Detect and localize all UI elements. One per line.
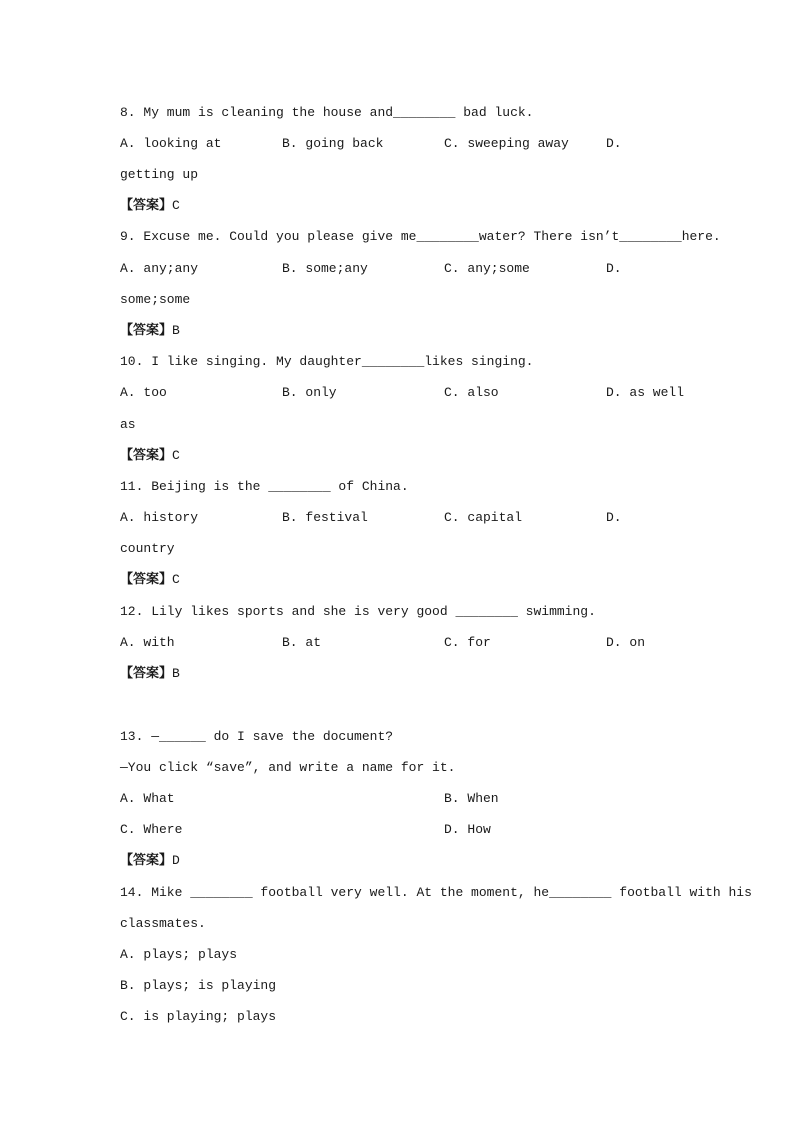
question-12-option-b: B. at: [282, 635, 322, 650]
question-13-option-a: A. What: [120, 791, 175, 806]
answer-value: B: [172, 323, 180, 338]
answer-value: C: [172, 572, 180, 587]
answer-label: 【答案】: [120, 666, 173, 681]
question-9-option-c: C. any;some: [444, 261, 530, 276]
question-10-stem: 10. I like singing. My daughter________likes singing.: [120, 354, 534, 369]
question-10-option-d-wrap: as: [120, 417, 136, 432]
answer-value: C: [172, 448, 180, 463]
question-9-option-a: A. any;any: [120, 261, 199, 276]
question-12-stem: 12. Lily likes sports and she is very good ________ swimming.: [120, 604, 596, 619]
question-12-option-a: A. with: [120, 635, 175, 650]
question-8-option-b: B. going back: [282, 136, 384, 151]
question-12-answer: [120, 666, 180, 682]
question-10-answer: [120, 448, 180, 464]
question-12-option-d: D. on: [606, 635, 646, 650]
question-14-stem: 14. Mike ________ football very well. At the moment, he________ football with his: [120, 885, 752, 900]
question-11-answer: [120, 572, 180, 588]
question-8-stem: 8. My mum is cleaning the house and________ bad luck.: [120, 105, 534, 120]
question-14-option-b: B. plays; is playing: [120, 978, 277, 993]
question-9-option-d: D.: [606, 261, 622, 276]
question-9-option-d-wrap: some;some: [120, 292, 191, 307]
answer-value: D: [172, 853, 180, 868]
question-11-option-d: D.: [606, 510, 622, 525]
question-13-option-c: C. Where: [120, 822, 183, 837]
question-13-stem-reply: —You click “save”, and write a name for it.: [120, 760, 456, 775]
answer-value: C: [172, 198, 180, 213]
answer-value: B: [172, 666, 180, 681]
question-8-option-d-wrap: getting up: [120, 167, 199, 182]
answer-label: 【答案】: [120, 448, 173, 463]
question-11-stem: 11. Beijing is the ________ of China.: [120, 479, 409, 494]
question-11-option-c: C. capital: [444, 510, 523, 525]
question-14-option-a: A. plays; plays: [120, 947, 238, 962]
question-8-option-c: C. sweeping away: [444, 136, 569, 151]
question-12-option-c: C. for: [444, 635, 491, 650]
question-13-option-d: D. How: [444, 822, 491, 837]
question-9-answer: [120, 323, 180, 339]
question-8-option-a: A. looking at: [120, 136, 222, 151]
question-14-stem-wrap: classmates.: [120, 916, 206, 931]
question-10-option-a: A. too: [120, 385, 167, 400]
question-8-option-d: D.: [606, 136, 622, 151]
question-13-stem: 13. —______ do I save the document?: [120, 729, 394, 744]
answer-label: 【答案】: [120, 853, 173, 868]
question-9-option-b: B. some;any: [282, 261, 368, 276]
question-11-option-a: A. history: [120, 510, 199, 525]
question-13-answer: [120, 853, 180, 869]
question-13-option-b: B. When: [444, 791, 499, 806]
question-8-answer: [120, 198, 180, 214]
question-9-stem: 9. Excuse me. Could you please give me________water? There isn’t________here.: [120, 229, 721, 244]
question-10-option-d: D. as well: [606, 385, 685, 400]
question-10-option-c: C. also: [444, 385, 499, 400]
answer-label: 【答案】: [120, 572, 173, 587]
question-11-option-d-wrap: country: [120, 541, 175, 556]
question-11-option-b: B. festival: [282, 510, 368, 525]
answer-label: 【答案】: [120, 323, 173, 338]
question-14-option-c: C. is playing; plays: [120, 1009, 277, 1024]
question-10-option-b: B. only: [282, 385, 337, 400]
answer-label: 【答案】: [120, 198, 173, 213]
